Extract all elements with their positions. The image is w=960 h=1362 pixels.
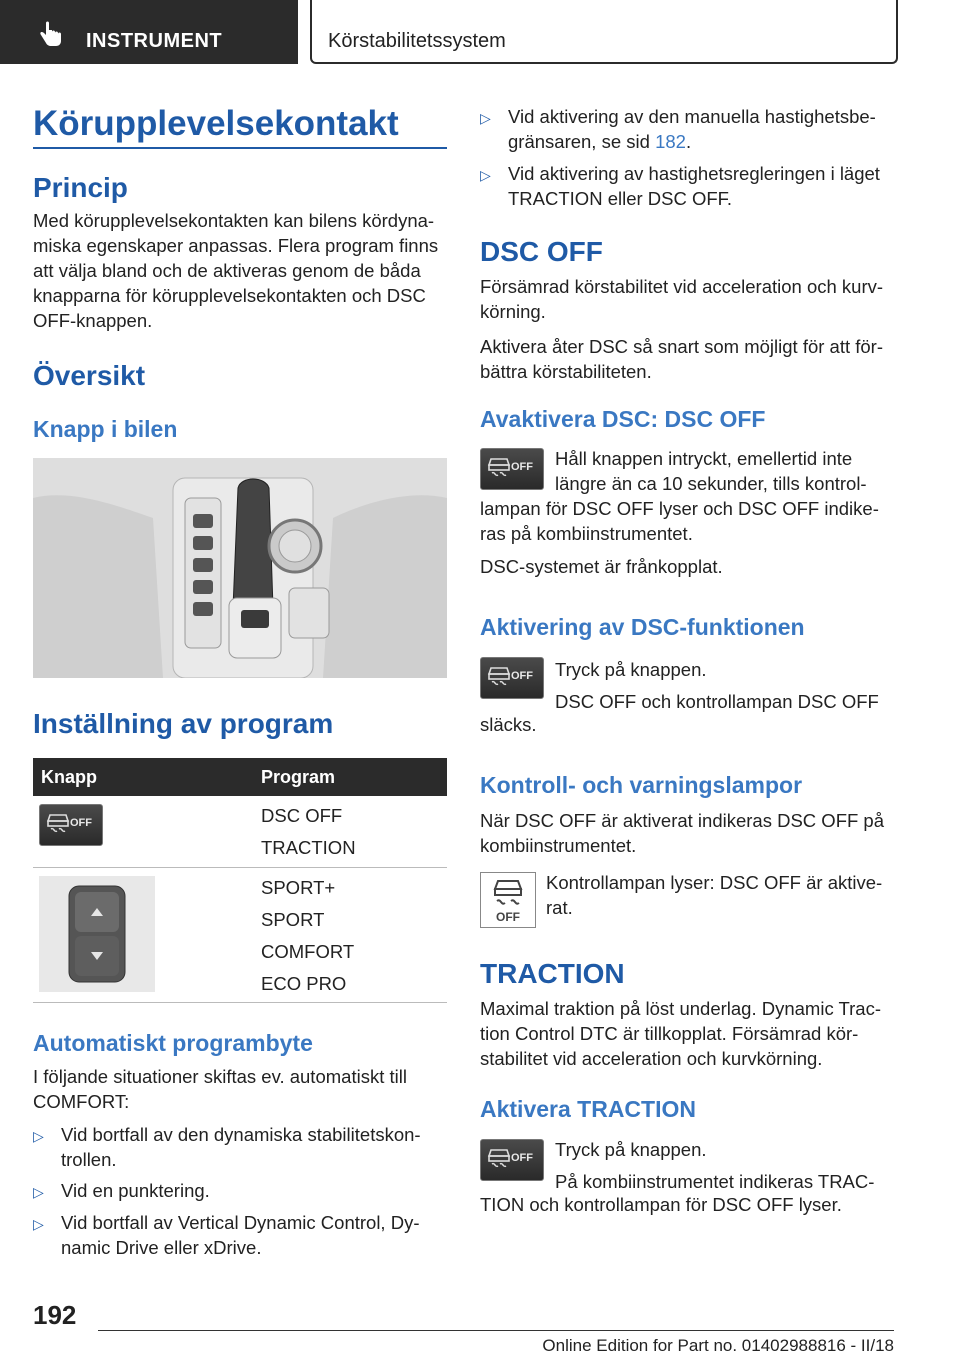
text-line: bättra körstabiliteten. (480, 361, 652, 382)
list-item (480, 161, 900, 211)
page-reference-link[interactable]: 182 (655, 131, 686, 152)
topic-tab[interactable] (310, 0, 898, 64)
text-line: knapparna för körupplevelsekontakten och DSC (33, 285, 426, 306)
dsc-disabled-note: DSC-systemet är frånkopplat. (480, 556, 723, 577)
text-line: TRACTION eller DSC OFF. (508, 188, 733, 209)
title-rule (33, 147, 447, 149)
text-line (508, 129, 876, 154)
skidding-car-icon (487, 1146, 511, 1172)
topic-tab-label: Körstabilitetssystem (328, 30, 506, 52)
program-item: DSC OFF (261, 805, 343, 826)
dsc-off-heading: DSC OFF (480, 236, 603, 267)
button-in-car-heading: Knapp i bilen (33, 416, 178, 442)
triangle-bullet-icon: ▷ (33, 1184, 44, 1200)
triangle-bullet-icon: ▷ (33, 1128, 44, 1144)
dsc-off-text (480, 274, 900, 324)
footer-rule (98, 1330, 894, 1331)
indicator-lamps-heading: Kontroll- och varningslampor (480, 772, 803, 798)
deactivate-dsc-heading: Avaktivera DSC: DSC OFF (480, 406, 766, 432)
program-item: SPORT+ (261, 877, 336, 898)
text-line: kombiinstrumentet. (480, 835, 637, 856)
text-line: tion Control DTC är tillkopplat. Försämrad kör‐ (480, 1023, 859, 1044)
row-divider (33, 1002, 447, 1003)
deactivate-text-indented (555, 446, 900, 496)
triangle-bullet-icon: ▷ (480, 167, 491, 183)
skidding-car-icon (481, 873, 535, 927)
skidding-car-icon (487, 664, 511, 690)
row-divider (33, 867, 447, 868)
text-line: rat. (546, 897, 573, 918)
auto-program-text (33, 1064, 453, 1114)
text-line: OFF-knappen. (33, 310, 153, 331)
activate-dsc-heading: Aktivering av DSC-funktionen (480, 614, 805, 640)
text-line: namic Drive eller xDrive. (61, 1237, 262, 1258)
traction-heading: TRACTION (480, 958, 625, 989)
center-console-photo (33, 458, 447, 678)
dsc-off-text-2 (480, 334, 900, 384)
driving-experience-switch-photo (39, 876, 155, 992)
section-tab-label: INSTRUMENT (86, 30, 223, 52)
traction-text (480, 996, 900, 1071)
indicator-lamps-text (480, 808, 900, 858)
skidding-car-icon (46, 811, 70, 837)
text-line: Aktivera åter DSC så snart som möjligt för att för‐ (480, 336, 884, 357)
skidding-car-icon (487, 455, 511, 481)
text-line: trollen. (61, 1149, 117, 1170)
text-line: lampan för DSC OFF lyser och DSC OFF indike‐ (480, 498, 879, 519)
off-label: OFF (511, 461, 533, 473)
dsc-off-button-icon (480, 448, 544, 490)
column-header-program: Program (261, 767, 336, 787)
text-span: gränsaren, se sid (508, 131, 656, 152)
text-line: COMFORT: (33, 1091, 130, 1112)
triangle-bullet-icon: ▷ (480, 110, 491, 126)
text-line: miska egenskaper anpassas. Flera program finns (33, 235, 439, 256)
text-line: Tryck på knappen. (555, 659, 707, 680)
table-cell-programs (261, 800, 356, 864)
page-title: Körupplevelsekontakt (33, 104, 399, 143)
program-item: SPORT (261, 909, 325, 930)
off-label: OFF (511, 670, 533, 682)
text-line: I följande situationer skiftas ev. automatiskt till (33, 1066, 407, 1087)
text-line: Vid bortfall av Vertical Dynamic Control, Dy‐ (61, 1212, 420, 1233)
text-line: Maximal traktion på löst underlag. Dynamic Trac‐ (480, 998, 881, 1019)
text-line: Vid bortfall av den dynamiska stabilitetskon‐ (61, 1124, 421, 1145)
off-label: OFF (70, 817, 92, 829)
off-label: OFF (511, 1152, 533, 1164)
table-header (33, 758, 447, 796)
program-item: COMFORT (261, 941, 355, 962)
table-cell-programs (261, 872, 354, 1000)
dsc-off-indicator-lamp-icon (480, 872, 536, 928)
text-line: Försämrad körstabilitet vid acceleration och kurv‐ (480, 276, 884, 297)
list-item (33, 1122, 453, 1172)
lamp-note-text (546, 870, 901, 920)
text-line: att välja bland och de aktiveras genom de båda (33, 260, 421, 281)
text-line: DSC OFF och kontrollampan DSC OFF (555, 691, 879, 712)
text-line: Kontrollampan lyser: DSC OFF är aktive‐ (546, 872, 883, 893)
activate-traction-heading: Aktivera TRACTION (480, 1096, 696, 1122)
text-line: längre än ca 10 sekunder, tills kontrol‐ (555, 473, 867, 494)
text-line: Vid aktivering av den manuella hastighetsbe‐ (508, 106, 876, 127)
text-line: Tryck på knappen. (555, 1139, 707, 1160)
center-console-illustration (33, 458, 447, 678)
page-header (0, 0, 960, 66)
triangle-bullet-icon: ▷ (33, 1216, 44, 1232)
principle-text (33, 208, 453, 333)
program-item: TRACTION (261, 837, 356, 858)
column-header-button: Knapp (41, 767, 97, 787)
off-label: OFF (496, 910, 520, 924)
list-item (480, 104, 900, 154)
list-item (33, 1210, 453, 1260)
text-line: ras på kombiinstrumentet. (480, 523, 693, 544)
program-settings-heading: Inställning av program (33, 708, 334, 739)
hand-pointer-icon (36, 20, 64, 48)
auto-program-change-heading: Automatiskt programbyte (33, 1030, 313, 1056)
text-span: . (685, 131, 692, 152)
text-line: körning. (480, 301, 546, 322)
activate-traction-text-indented (555, 1134, 900, 1198)
dsc-off-button-icon (480, 1139, 544, 1181)
text-line: Vid en punktering. (61, 1180, 210, 1201)
text-line: När DSC OFF är aktiverat indikeras DSC OFF på (480, 810, 885, 831)
overview-heading: Översikt (33, 360, 146, 391)
activate-text: släcks. (480, 714, 537, 735)
deactivate-text (480, 496, 900, 546)
activate-text-indented (555, 654, 900, 718)
edition-footer: Online Edition for Part no. 01402988816 - II/18 (542, 1336, 894, 1355)
principle-heading: Princip (33, 172, 128, 203)
dsc-off-button-icon (480, 657, 544, 699)
rocker-switch-icon (39, 876, 155, 992)
section-tab[interactable] (0, 0, 298, 64)
program-item: ECO PRO (261, 973, 347, 994)
text-line: Vid aktivering av hastighetsregleringen i läget (508, 163, 880, 184)
page-number: 192 (33, 1300, 77, 1330)
dsc-off-button-icon (39, 804, 103, 846)
text-line: Håll knappen intryckt, emellertid inte (555, 448, 853, 469)
activate-traction-text: TION och kontrollampan för DSC OFF lyser. (480, 1194, 842, 1215)
text-line: Med körupplevelsekontakten kan bilens kördyna‐ (33, 210, 435, 231)
text-line: stabilitet vid acceleration och kurvkörning. (480, 1048, 823, 1069)
text-line: På kombiinstrumentet indikeras TRAC‐ (555, 1171, 875, 1192)
list-item (33, 1178, 453, 1203)
